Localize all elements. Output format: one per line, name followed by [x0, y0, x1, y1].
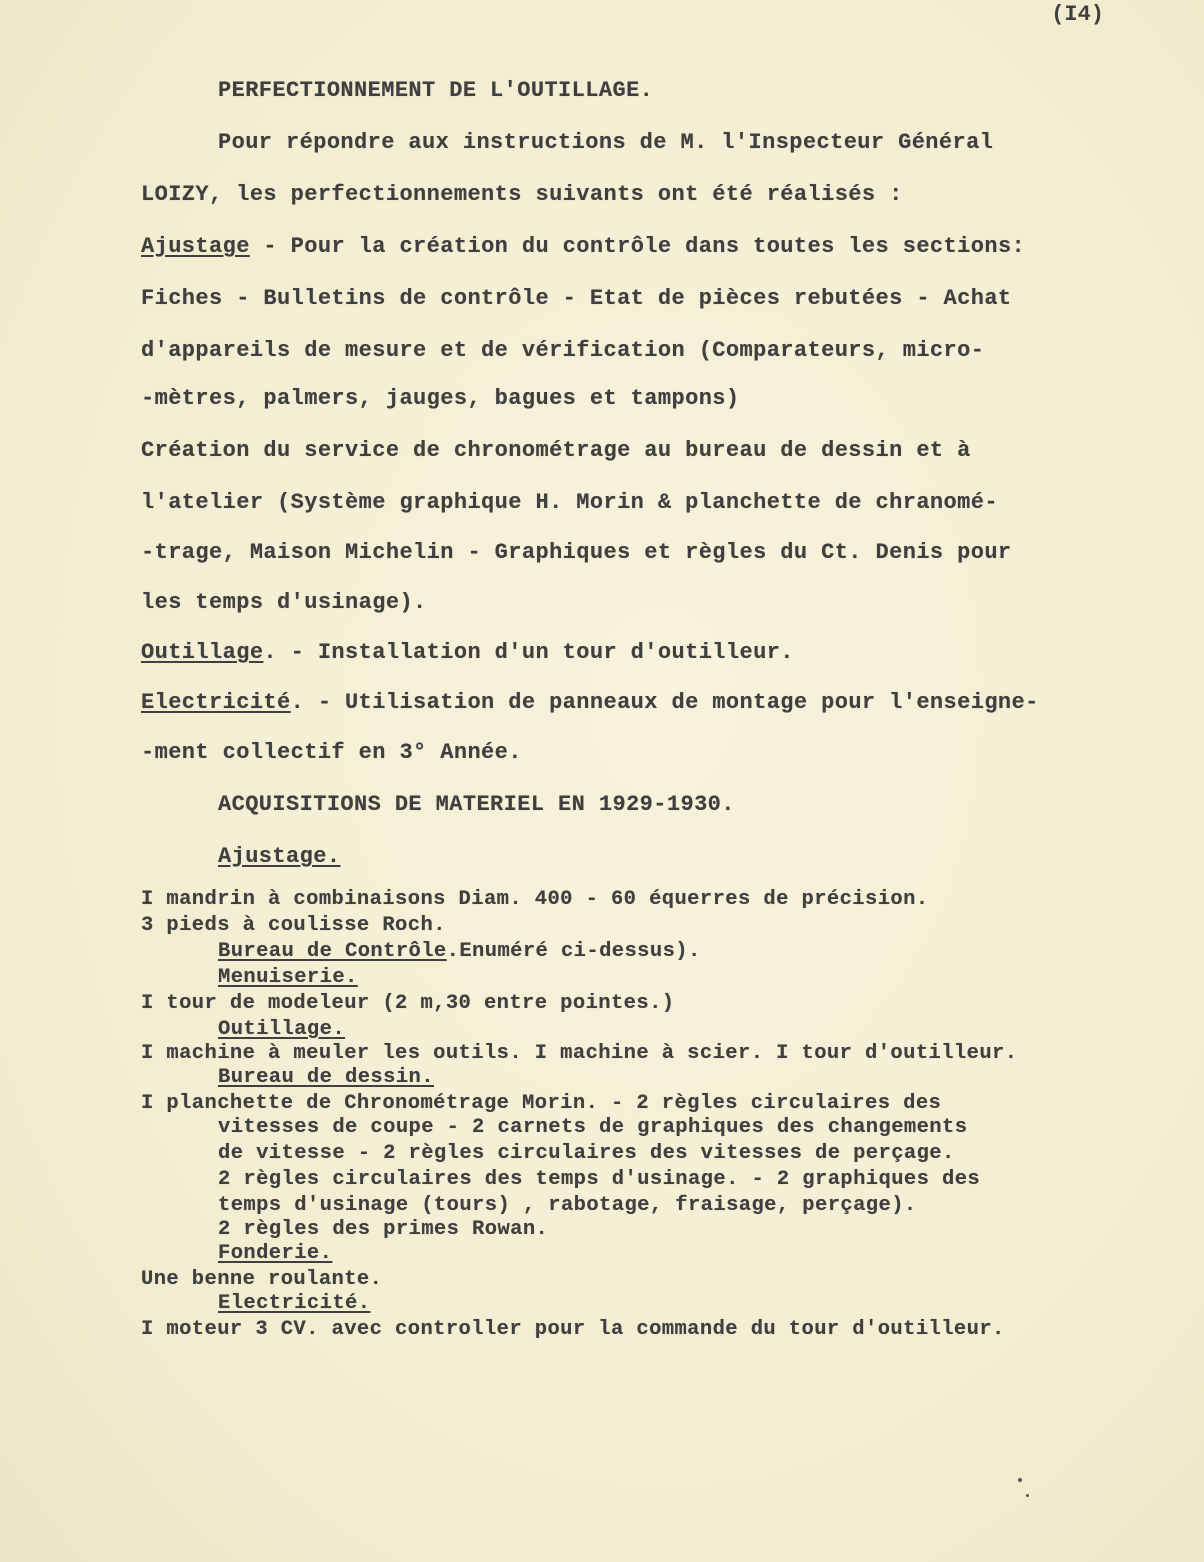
- paragraph-line: Outillage. - Installation d'un tour d'outilleur.: [141, 640, 794, 665]
- paragraph-line: Ajustage - Pour la création du contrôle dans toutes les sections:: [141, 234, 1026, 259]
- section-title: ACQUISITIONS DE MATERIEL EN 1929-1930.: [218, 792, 735, 817]
- paragraph-line: Pour répondre aux instructions de M. l'Inspecteur Général: [218, 130, 994, 155]
- list-line: I moteur 3 CV. avec controller pour la commande du tour d'outilleur.: [141, 1318, 1005, 1341]
- page-number: (I4): [1051, 2, 1104, 27]
- list-line: de vitesse - 2 règles circulaires des vitesses de perçage.: [218, 1142, 955, 1165]
- list-line: I planchette de Chronométrage Morin. - 2 règles circulaires des: [141, 1092, 942, 1115]
- list-line: 2 règles circulaires des temps d'usinage. - 2 graphiques des: [218, 1168, 981, 1191]
- list-line: 3 pieds à coulisse Roch.: [141, 914, 446, 937]
- subsection-label: Bureau de Contrôle: [218, 940, 447, 963]
- subsection-label: Ajustage: [141, 234, 250, 259]
- subsection-label: Electricité.: [218, 1292, 371, 1315]
- subsection-label: Ajustage.: [218, 844, 341, 869]
- paragraph-line: d'appareils de mesure et de vérification (Comparateurs, micro-: [141, 338, 985, 363]
- paragraph-line: -ment collectif en 3° Année.: [141, 740, 522, 765]
- list-line: temps d'usinage (tours) , rabotage, fraisage, perçage).: [218, 1194, 917, 1217]
- subsection-label: Electricité: [141, 690, 291, 715]
- section-title: PERFECTIONNEMENT DE L'OUTILLAGE.: [218, 78, 654, 103]
- paragraph-line: LOIZY, les perfectionnements suivants ont été réalisés :: [141, 182, 903, 207]
- subsection-label: Outillage: [141, 640, 264, 665]
- ink-speck: [1018, 1478, 1022, 1482]
- subsection-label: Bureau de dessin.: [218, 1066, 434, 1089]
- subsection-label: Outillage.: [218, 1018, 346, 1041]
- ink-speck: [1026, 1494, 1029, 1497]
- list-line: I machine à meuler les outils. I machine à scier. I tour d'outilleur.: [141, 1042, 1018, 1065]
- paragraph-line: -trage, Maison Michelin - Graphiques et règles du Ct. Denis pour: [141, 540, 1012, 565]
- subsection-label: Menuiserie.: [218, 966, 358, 989]
- paragraph-line: l'atelier (Système graphique H. Morin & planchette de chranomé-: [141, 490, 998, 515]
- list-line: I mandrin à combinaisons Diam. 400 - 60 équerres de précision.: [141, 888, 929, 911]
- list-line: vitesses de coupe - 2 carnets de graphiques des changements: [218, 1116, 968, 1139]
- list-line: Bureau de Contrôle.Enuméré ci-dessus).: [218, 940, 701, 963]
- paragraph-line: les temps d'usinage).: [141, 590, 427, 615]
- paragraph-line: Création du service de chronométrage au bureau de dessin et à: [141, 438, 971, 463]
- list-line: 2 règles des primes Rowan.: [218, 1218, 549, 1241]
- list-line: Une benne roulante.: [141, 1268, 383, 1291]
- paragraph-line: Electricité. - Utilisation de panneaux de montage pour l'enseigne-: [141, 690, 1039, 715]
- paragraph-line: Fiches - Bulletins de contrôle - Etat de pièces rebutées - Achat: [141, 286, 1012, 311]
- paragraph-line: -mètres, palmers, jauges, bagues et tampons): [141, 386, 740, 411]
- subsection-label: Fonderie.: [218, 1242, 333, 1265]
- list-line: I tour de modeleur (2 m,30 entre pointes.): [141, 992, 675, 1015]
